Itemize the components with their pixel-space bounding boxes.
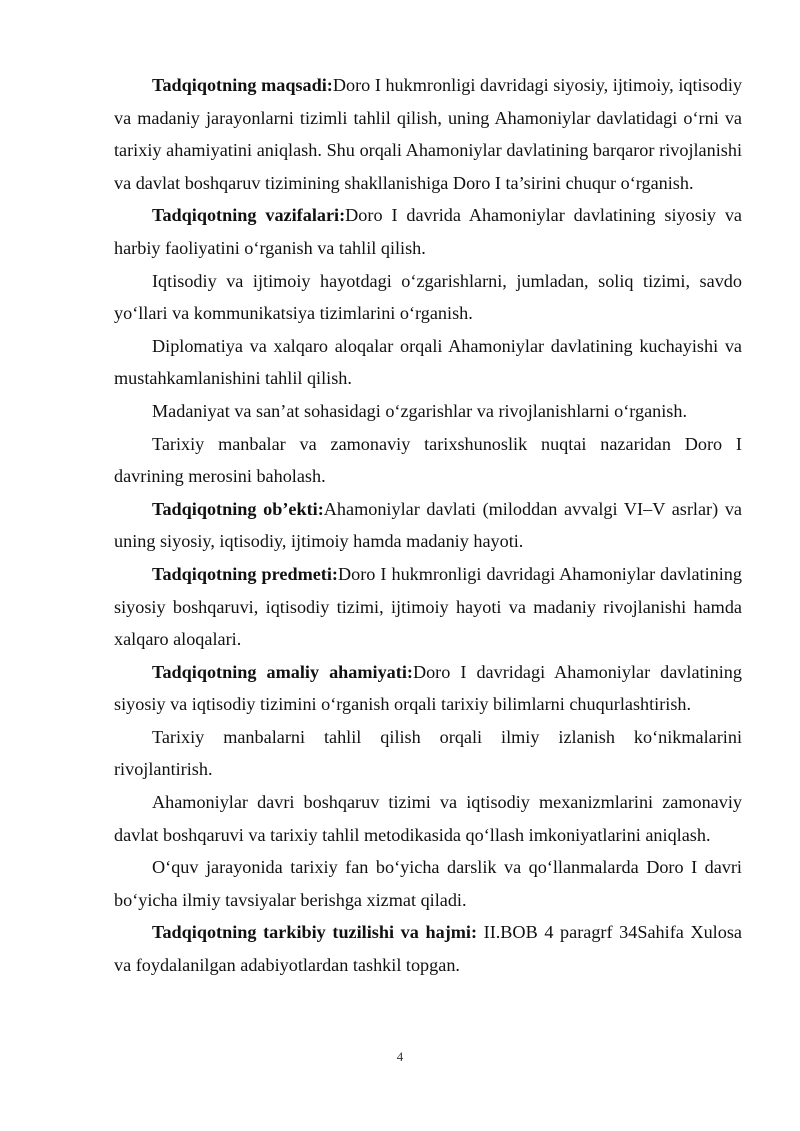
paragraph-task-economic	[114, 265, 742, 330]
paragraph-significance-governance	[114, 786, 742, 851]
paragraph-lead: Tadqiqotning predmeti:	[152, 563, 338, 584]
paragraph-text: Iqtisodiy va ijtimoiy hayotdagi o‘zgarishlarni, jumladan, soliq tizimi, savdo yo‘llari va kommunikatsiya tizimlarini o‘rganish.	[114, 270, 742, 324]
paragraph-lead: Tadqiqotning tarkibiy tuzilishi va hajmi:	[152, 922, 484, 943]
paragraph-purpose	[114, 69, 742, 199]
document-body	[114, 69, 742, 982]
paragraph-text: Madaniyat va san’at sohasidagi o‘zgarishlar va rivojlanishlarni o‘rganish.	[152, 400, 688, 421]
paragraph-text: Doro I hukmronligi davridagi Ahamoniylar davlatining siyosiy boshqaruvi, iqtisodiy tizimi, ijtimoiy hayoti va madaniy rivojlanishi hamda xalqaro aloqalari.	[114, 563, 742, 650]
page-number: 4	[396, 1049, 404, 1064]
paragraph-text: Doro I davridagi Ahamoniylar davlatining siyosiy va iqtisodiy tizimini o‘rganish orqali tarixiy bilimlarni chuqurlashtirish.	[114, 661, 742, 715]
paragraph-significance-education	[114, 851, 742, 916]
paragraph-text: Ahamoniylar davlati (miloddan avvalgi VI–V asrlar) va uning siyosiy, iqtisodiy, ijtimoiy hamda madaniy hayoti.	[114, 498, 742, 552]
paragraph-practical-significance	[114, 656, 742, 721]
paragraph-object	[114, 493, 742, 558]
paragraph-task-diplomacy	[114, 330, 742, 395]
paragraph-lead: Tadqiqotning ob’ekti:	[152, 498, 324, 519]
paragraph-text: O‘quv jarayonida tarixiy fan bo‘yicha darslik va qo‘llanmalarda Doro I davri bo‘yicha ilmiy tavsiyalar berishga xizmat qiladi.	[114, 857, 742, 910]
paragraph-text: Tarixiy manbalarni tahlil qilish orqali ilmiy izlanish ko‘nikmalarini rivojlantirish.	[114, 726, 742, 780]
paragraph-subject	[114, 558, 742, 656]
paragraph-text: Doro I hukmronligi davridagi siyosiy, ijtimoiy, iqtisodiy va madaniy jarayonlarni tizimli tahlil qilish, uning Ahamoniylar davlatidagi o‘rni va tarixiy ahamiyatini aniqlash. Shu orqali Ahamoniylar davlatining barqaror rivojlanishi va davlat boshqaruv tizimining shakllanishiga Doro I ta’sirini chuqur o‘rganish.	[114, 75, 742, 193]
paragraph-lead: Tadqiqotning maqsadi:	[152, 75, 333, 95]
paragraph-task-culture	[114, 395, 742, 428]
paragraph-text: II.BOB 4 paragrf 34Sahifa Xulosa va foydalanilgan adabiyotlardan tashkil topgan.	[114, 922, 742, 976]
paragraph-lead: Tadqiqotning vazifalari:	[152, 205, 346, 226]
paragraph-task-legacy	[114, 428, 742, 493]
paragraph-significance-sources	[114, 721, 742, 786]
paragraph-tasks	[114, 199, 742, 264]
paragraph-text: Ahamoniylar davri boshqaruv tizimi va iqtisodiy mexanizmlarini zamonaviy davlat boshqaruvi va tarixiy tahlil metodikasida qo‘llash imkoniyatlarini aniqlash.	[114, 792, 742, 845]
paragraph-lead: Tadqiqotning amaliy ahamiyati:	[152, 661, 413, 682]
paragraph-text: Tarixiy manbalar va zamonaviy tarixshunoslik nuqtai nazaridan Doro I davrining merosini baholash.	[114, 433, 742, 487]
paragraph-text: Diplomatiya va xalqaro aloqalar orqali Ahamoniylar davlatining kuchayishi va mustahkamlanishini tahlil qilish.	[114, 335, 742, 389]
paragraph-structure	[114, 916, 742, 981]
paragraph-text: Doro I davrida Ahamoniylar davlatining siyosiy va harbiy faoliyatini o‘rganish va tahlil qilish.	[114, 205, 742, 258]
